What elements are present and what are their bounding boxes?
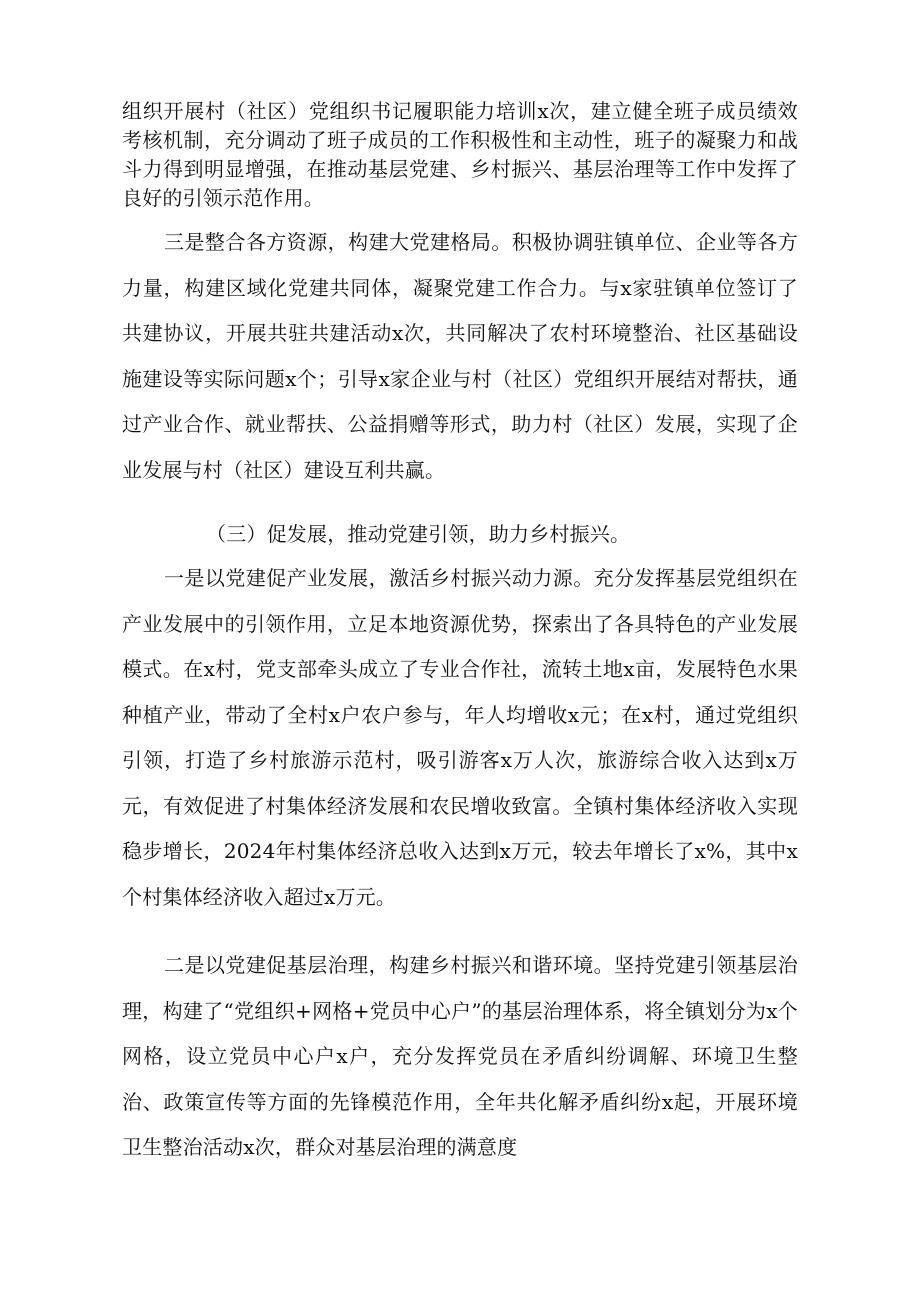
paragraph-industry-development: 一是以党建促产业发展，激活乡村振兴动力源。充分发挥基层党组织在产业发展中的引领作用，立足本地资源优势，探索出了各具特色的产业发展模式。在x村，党支部牵头成立了专业合作社，流转土地x亩，发展特色水果种植产业，带动了全村x户农户参与，年人均增收x元；在x村，通过党组织引领，打造了乡村旅游示范村，吸引游客x万人次，旅游综合收入达到x万元，有效促进了村集体经济发展和农民增收致富。全镇村集体经济收入实现稳步增长，2024年村集体经济总收入达到x万元，较去年增长了x%，其中x个村集体经济收入超过x万元。 — [122, 566, 798, 909]
section-heading-promote-development: （三）促发展，推动党建引领，助力乡村振兴。 — [206, 522, 631, 546]
paragraph-leadership-training: 组织开展村（社区）党组织书记履职能力培训x次，建立健全班子成员绩效考核机制，充分调动了班子成员的工作积极性和主动性，班子的凝聚力和战斗力得到明显增强，在推动基层党建、乡村振兴、基层治理等工作中发挥了良好的引领示范作用。 — [122, 99, 798, 210]
paragraph-integrate-resources: 三是整合各方资源，构建大党建格局。积极协调驻镇单位、企业等各方力量，构建区域化党建共同体，凝聚党建工作合力。与x家驻镇单位签订了共建协议，开展共驻共建活动x次，共同解决了农村环境整治、社区基础设施建设等实际问题x个；引导x家企业与村（社区）党组织开展结对帮扶，通过产业合作、就业帮扶、公益捐赠等形式，助力村（社区）发展，实现了企业发展与村（社区）建设互利共赢。 — [122, 230, 798, 482]
paragraph-grassroots-governance: 二是以党建促基层治理，构建乡村振兴和谐环境。坚持党建引领基层治理，构建了“党组织+网格+党员中心户”的基层治理体系，将全镇划分为x个网格，设立党员中心户x户，充分发挥党员在矛盾纠纷调解、环境卫生整治、政策宣传等方面的先锋模范作用，全年共化解矛盾纠纷x起，开展环境卫生整治活动x次，群众对基层治理的满意度 — [122, 953, 798, 1159]
